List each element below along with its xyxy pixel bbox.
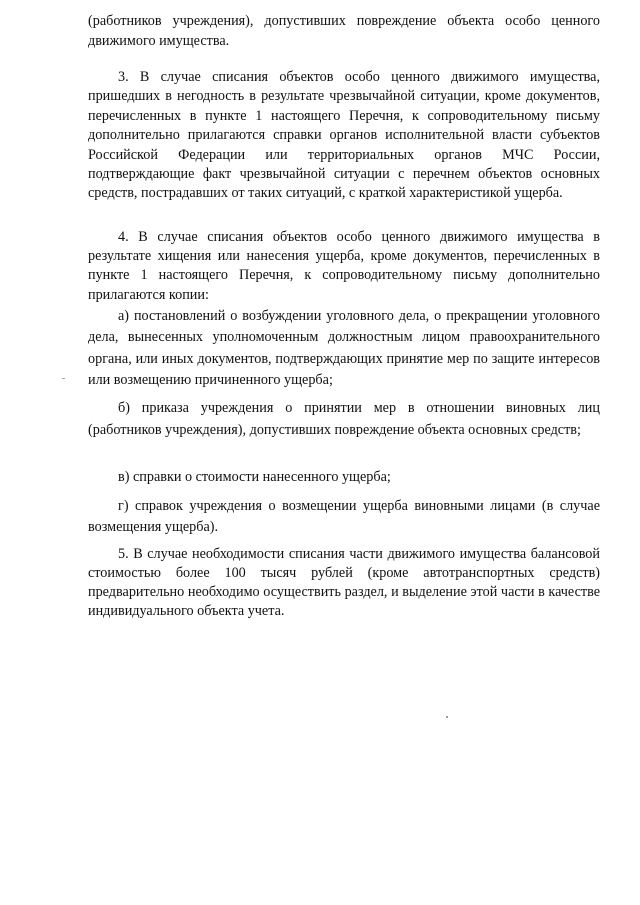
subitem-a: а) постановлений о возбуждении уголовного дела, о прекращении уголовного дела, вынесенных уполномоченным должностным лицом правоохранительного органа, или иных документов, подтверждающих принятие мер по защите интересов или возмещению причиненного ущерба; — [88, 308, 600, 389]
paragraph-item-4: 4. В случае списания объектов особо ценного движимого имущества в результате хищения или нанесения ущерба, кроме документов, перечисленных в пункте 1 настоящего Перечня, к сопроводительному письму дополнительно прилагаются копии: — [88, 229, 600, 303]
subitem-b: б) приказа учреждения о принятии мер в отношении виновных лиц (работников учреждения), допустивших повреждение объекта основных средств; — [88, 400, 600, 438]
paragraph-item-5: 5. В случае необходимости списания части движимого имущества балансовой стоимостью более 100 тысяч рублей (кроме автотранспортных средств) предварительно необходимо осуществить раздел, и выделение этой части в качестве индивидуального объекта учета. — [88, 546, 600, 619]
subitem-v: в) справки о стоимости нанесенного ущерба; — [118, 469, 391, 485]
scan-artifact — [446, 716, 448, 718]
scan-artifact — [62, 378, 65, 379]
paragraph-item-3: 3. В случае списания объектов особо ценного движимого имущества, пришедших в негодность в результате чрезвычайной ситуации, кроме документов, перечисленных в пункте 1 настоящего Перечня, к сопроводительному письму дополнительно прилагаются справки органов исполнительной власти субъектов Российской Федерации или территориальных органов МЧС России, подтверждающие факт чрезвычайной ситуации с перечнем объектов основных средств, пострадавших от таких ситуаций, с краткой характеристикой ущерба. — [88, 69, 600, 202]
paragraph-continuation: (работников учреждения), допустивших повреждение объекта особо ценного движимого имущества. — [88, 13, 600, 49]
subitem-g: г) справок учреждения о возмещении ущерба виновными лицами (в случае возмещения ущерба). — [88, 498, 600, 535]
